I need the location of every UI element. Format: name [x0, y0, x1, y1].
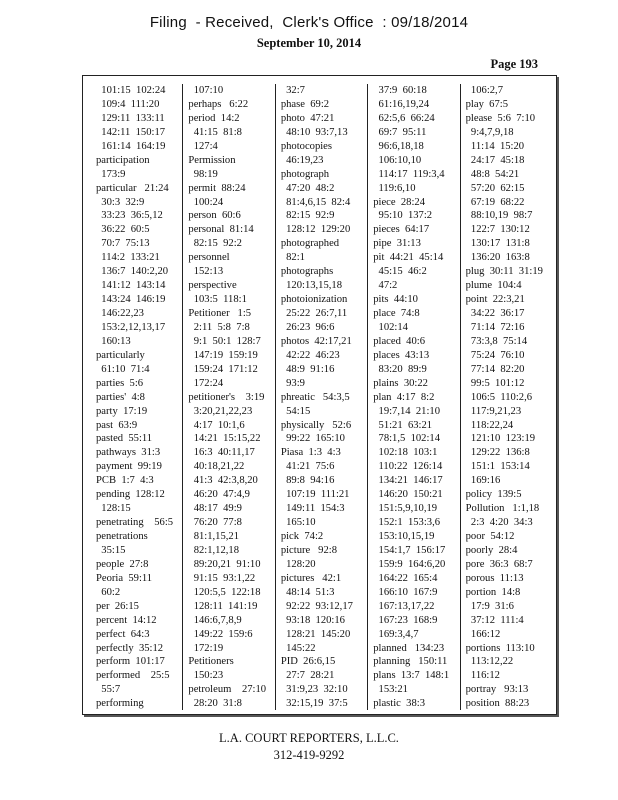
index-line: 73:3,8 75:14 — [465, 335, 528, 347]
index-line: 147:19 159:19 — [188, 349, 258, 361]
index-column — [461, 84, 552, 710]
index-line: 119:6,10 — [373, 182, 416, 194]
index-line: pits 44:10 — [373, 294, 418, 306]
index-line: PID 26:6,15 — [280, 656, 336, 668]
index-line: piece 28:24 — [373, 196, 425, 208]
index-line: pictures 42:1 — [280, 572, 342, 584]
index-line: 91:15 93:1,22 — [188, 572, 256, 584]
index-line: 129:22 136:8 — [465, 447, 530, 459]
index-line: 99:5 101:12 — [465, 377, 525, 389]
index-line: photocopies — [280, 140, 333, 152]
index-line: photoionization — [280, 294, 348, 306]
index-line: planned 134:23 — [373, 642, 445, 654]
index-line: 136:20 163:8 — [465, 252, 530, 264]
index-line: petitioner's 3:19 — [188, 391, 265, 403]
index-line: 101:15 102:24 — [96, 85, 166, 96]
index-line: perfectly 35:12 — [96, 642, 164, 654]
index-line: portray 93:13 — [465, 684, 529, 696]
index-line: 95:10 137:2 — [373, 210, 433, 222]
index-line: 17:9 31:6 — [465, 600, 514, 612]
index-line: 46:20 47:4,9 — [188, 489, 250, 501]
index-line: Petitioner 1:5 — [188, 308, 252, 319]
index-line: plans 13:7 148:1 — [373, 670, 450, 682]
index-line: pore 36:3 68:7 — [465, 558, 533, 570]
index-line: 173:9 — [96, 168, 126, 180]
index-line: participation — [96, 154, 150, 166]
index-line: performed 25:5 — [96, 670, 170, 682]
index-line: physically 52:6 — [280, 419, 352, 431]
index-line: 35:15 — [96, 544, 126, 556]
index-line: 48:10 93:7,13 — [280, 126, 348, 138]
index-columns — [91, 84, 552, 710]
index-line: perfect 64:3 — [96, 628, 150, 640]
index-line: 169:3,4,7 — [373, 628, 419, 640]
index-line: 25:22 26:7,11 — [280, 308, 348, 319]
index-line: 166:12 — [465, 628, 501, 640]
index-line: 48:14 51:3 — [280, 586, 335, 598]
index-line: parties' 4:8 — [96, 391, 145, 403]
index-line: 142:11 150:17 — [96, 126, 166, 138]
index-line: PCB 1:7 4:3 — [96, 475, 154, 487]
index-column — [276, 84, 368, 710]
index-line: 99:22 165:10 — [280, 433, 345, 445]
index-line: period 14:2 — [188, 112, 240, 124]
index-line: 69:7 95:11 — [373, 126, 427, 138]
index-line: 146:6,7,8,9 — [188, 614, 242, 626]
index-line: 77:14 82:20 — [465, 363, 525, 375]
index-line: 167:13,17,22 — [373, 600, 435, 612]
index-line: particularly — [96, 349, 145, 361]
index-line: 31:9,23 32:10 — [280, 684, 348, 696]
index-line: 106:5 110:2,6 — [465, 391, 533, 403]
index-line: 47:20 48:2 — [280, 182, 335, 194]
index-line: 107:10 — [188, 85, 224, 96]
index-column — [91, 84, 183, 710]
index-line: 41:21 75:6 — [280, 461, 335, 473]
index-line: phase 69:2 — [280, 98, 330, 110]
index-line: 93:18 120:16 — [280, 614, 345, 626]
reporter-phone: 312-419-9292 — [273, 748, 345, 762]
index-line: 2:3 4:20 34:3 — [465, 517, 533, 529]
index-frame — [82, 75, 557, 715]
index-line: pipe 31:13 — [373, 238, 421, 250]
index-line: 3:20,21,22,23 — [188, 405, 253, 417]
index-line: 102:14 — [373, 321, 408, 333]
index-line: 76:20 77:8 — [188, 517, 242, 529]
index-line: 92:22 93:12,17 — [280, 600, 353, 612]
index-line: 26:23 96:6 — [280, 321, 335, 333]
index-line: 88:10,19 98:7 — [465, 210, 533, 222]
hearing-date: September 10, 2014 — [256, 36, 362, 50]
index-line: 36:22 60:5 — [96, 224, 150, 236]
index-line: 127:4 — [188, 140, 218, 152]
index-line: plains 30:22 — [373, 377, 428, 389]
index-line: 106:2,7 — [465, 85, 503, 96]
index-line: 153:10,15,19 — [373, 531, 435, 542]
index-line: Piasa 1:3 4:3 — [280, 447, 341, 459]
filing-stamp: Filing - Received, Clerk's Office : 09/18/2014 — [149, 14, 469, 31]
index-line: 2:11 5:8 7:8 — [188, 321, 250, 333]
index-line: particular 21:24 — [96, 182, 169, 194]
index-line: percent 14:12 — [96, 614, 157, 626]
index-line: 81:4,6,15 82:4 — [280, 196, 351, 208]
index-line: 4:17 10:1,6 — [188, 419, 245, 431]
index-line: 24:17 45:18 — [465, 154, 525, 166]
index-line: person 60:6 — [188, 210, 241, 222]
index-line: 103:5 118:1 — [188, 294, 247, 306]
index-line: 116:12 — [465, 670, 500, 682]
index-line: 164:22 165:4 — [373, 572, 438, 584]
index-line: plastic 38:3 — [373, 698, 426, 710]
index-line: 46:19,23 — [280, 154, 324, 166]
index-line: photographed — [280, 238, 340, 250]
index-line: 128:20 — [280, 558, 316, 570]
index-line: porous 11:13 — [465, 572, 524, 584]
index-line: 146:20 150:21 — [373, 489, 443, 501]
index-line: 30:3 32:9 — [96, 196, 145, 208]
index-line: 9:4,7,9,18 — [465, 126, 514, 138]
index-line: 143:24 146:19 — [96, 294, 166, 306]
index-line: portions 113:10 — [465, 642, 535, 654]
index-line: 33:23 36:5,12 — [96, 210, 163, 222]
index-line: 67:19 68:22 — [465, 196, 525, 208]
index-line: 27:7 28:21 — [280, 670, 335, 682]
index-line: 78:1,5 102:14 — [373, 433, 441, 445]
index-line: pending 128:12 — [96, 489, 165, 501]
index-line: placed 40:6 — [373, 335, 425, 347]
index-line: 153:21 — [373, 684, 408, 696]
index-line: performing — [96, 698, 144, 710]
index-column — [368, 84, 460, 710]
index-line: 169:16 — [465, 475, 501, 487]
index-line: 130:17 131:8 — [465, 238, 530, 250]
index-line: people 27:8 — [96, 558, 149, 570]
index-line: 55:7 — [96, 684, 121, 696]
index-line: pasted 55:11 — [96, 433, 153, 445]
index-line: 41:15 81:8 — [188, 126, 242, 138]
index-line: 89:8 94:16 — [280, 475, 335, 487]
index-line: photographs — [280, 266, 334, 278]
index-line: 81:1,15,21 — [188, 531, 240, 542]
index-line: party 17:19 — [96, 405, 148, 417]
index-line: 32:7 — [280, 85, 305, 96]
index-line: penetrations — [96, 531, 148, 542]
index-line: pieces 64:17 — [373, 224, 430, 236]
index-line: past 63:9 — [96, 419, 138, 431]
index-line: 82:15 92:9 — [280, 210, 335, 222]
index-line: 166:10 167:9 — [373, 586, 438, 598]
index-line: personal 81:14 — [188, 224, 254, 236]
index-line: 120:13,15,18 — [280, 280, 343, 292]
index-line: portion 14:8 — [465, 586, 521, 598]
index-line: play 67:5 — [465, 98, 508, 110]
index-line: 45:15 46:2 — [373, 266, 427, 278]
index-line: photograph — [280, 168, 330, 180]
index-line: 28:20 31:8 — [188, 698, 242, 710]
index-line: 98:19 — [188, 168, 218, 180]
index-line: pit 44:21 45:14 — [373, 252, 444, 264]
index-line: 120:5,5 122:18 — [188, 586, 261, 598]
index-line: 82:1,12,18 — [188, 544, 240, 556]
index-line: 107:19 111:21 — [280, 489, 350, 501]
index-line: 167:23 168:9 — [373, 614, 438, 626]
index-line: Permission — [188, 154, 236, 166]
index-line: please 5:6 7:10 — [465, 112, 536, 124]
index-line: 61:16,19,24 — [373, 98, 430, 110]
index-line: 151:5,9,10,19 — [373, 503, 438, 515]
index-line: 41:3 42:3,8,20 — [188, 475, 258, 487]
index-line: 57:20 62:15 — [465, 182, 525, 194]
index-line: 106:10,10 — [373, 154, 422, 166]
index-line: 54:15 — [280, 405, 311, 417]
index-line: plug 30:11 31:19 — [465, 266, 543, 278]
index-line: 129:11 133:11 — [96, 112, 165, 124]
index-line: 61:10 71:4 — [96, 363, 150, 375]
index-line: places 43:13 — [373, 349, 430, 361]
index-line: 141:12 143:14 — [96, 280, 166, 292]
index-line: 121:10 123:19 — [465, 433, 536, 445]
index-line: 150:23 — [188, 670, 224, 682]
index-line: petroleum 27:10 — [188, 684, 267, 696]
index-line: 152:1 153:3,6 — [373, 517, 441, 529]
index-line: 172:19 — [188, 642, 224, 654]
index-line: per 26:15 — [96, 600, 139, 612]
index-line: permit 88:24 — [188, 182, 246, 194]
index-line: 128:11 141:19 — [188, 600, 258, 612]
index-line: photos 42:17,21 — [280, 335, 352, 347]
index-line: 11:14 15:20 — [465, 140, 525, 152]
index-line: policy 139:5 — [465, 489, 522, 501]
index-line: position 88:23 — [465, 698, 530, 710]
index-line: 151:1 153:14 — [465, 461, 530, 473]
index-line: plume 104:4 — [465, 280, 522, 292]
index-line: 149:11 154:3 — [280, 503, 345, 515]
index-line: 83:20 89:9 — [373, 363, 427, 375]
index-line: 51:21 63:21 — [373, 419, 433, 431]
page-number: Page 193 — [490, 57, 538, 71]
index-line: 60:2 — [96, 586, 121, 598]
index-line: 93:9 — [280, 377, 305, 389]
index-line: 117:9,21,23 — [465, 405, 522, 417]
index-line: 128:21 145:20 — [280, 628, 351, 640]
index-line: 159:24 171:12 — [188, 363, 258, 375]
index-line: 89:20,21 91:10 — [188, 558, 261, 570]
index-line: 109:4 111:20 — [96, 98, 160, 110]
index-line: pathways 31:3 — [96, 447, 161, 459]
index-line: 149:22 159:6 — [188, 628, 253, 640]
index-line: Pollution 1:1,18 — [465, 503, 540, 515]
index-line: 136:7 140:2,20 — [96, 266, 169, 278]
index-line: 37:12 111:4 — [465, 614, 524, 626]
index-line: 122:7 130:12 — [465, 224, 530, 236]
index-line: point 22:3,21 — [465, 294, 525, 306]
index-line: 14:21 15:15,22 — [188, 433, 261, 445]
index-line: 152:13 — [188, 266, 224, 278]
index-line: 34:22 36:17 — [465, 308, 525, 319]
index-line: 96:6,18,18 — [373, 140, 424, 152]
index-line: 160:13 — [96, 335, 131, 347]
index-line: place 74:8 — [373, 308, 420, 319]
index-line: 75:24 76:10 — [465, 349, 525, 361]
index-line: 114:2 133:21 — [96, 252, 160, 264]
index-line: 48:17 49:9 — [188, 503, 242, 515]
index-line: 100:24 — [188, 196, 224, 208]
index-line: 40:18,21,22 — [188, 461, 245, 473]
index-line: pick 74:2 — [280, 531, 324, 542]
index-line: 37:9 60:18 — [373, 85, 427, 96]
index-line: 48:8 54:21 — [465, 168, 520, 180]
footer — [0, 730, 618, 764]
index-line: 134:21 146:17 — [373, 475, 443, 487]
index-line: 159:9 164:6,20 — [373, 558, 446, 570]
index-line: 71:14 72:16 — [465, 321, 525, 333]
index-line: personnel — [188, 252, 230, 264]
index-line: 47:2 — [373, 280, 398, 292]
index-line: 128:15 — [96, 503, 131, 515]
index-line: picture 92:8 — [280, 544, 338, 556]
index-line: perspective — [188, 280, 237, 292]
index-line: 32:15,19 37:5 — [280, 698, 348, 710]
index-column — [183, 84, 275, 710]
index-line: planning 150:11 — [373, 656, 448, 668]
index-line: payment 99:19 — [96, 461, 162, 473]
index-line: penetrating 56:5 — [96, 517, 174, 529]
index-line: 70:7 75:13 — [96, 238, 150, 250]
index-line: 154:1,7 156:17 — [373, 544, 446, 556]
index-line: 172:24 — [188, 377, 224, 389]
index-line: 114:17 119:3,4 — [373, 168, 445, 180]
index-line: poor 54:12 — [465, 531, 515, 542]
index-line: 48:9 91:16 — [280, 363, 335, 375]
index-line: 128:12 129:20 — [280, 224, 351, 236]
index-line: Peoria 59:11 — [96, 572, 153, 584]
index-line: 110:22 126:14 — [373, 461, 443, 473]
index-line: 9:1 50:1 128:7 — [188, 335, 261, 347]
index-line: poorly 28:4 — [465, 544, 518, 556]
index-line: 153:2,12,13,17 — [96, 321, 166, 333]
index-line: 102:18 103:1 — [373, 447, 438, 459]
index-line: phreatic 54:3,5 — [280, 391, 350, 403]
index-line: 165:10 — [280, 517, 316, 529]
index-line: perform 101:17 — [96, 656, 165, 668]
index-line: 118:22,24 — [465, 419, 514, 431]
index-line: 82:15 92:2 — [188, 238, 242, 250]
index-line: 146:22,23 — [96, 308, 144, 319]
index-line: 113:12,22 — [465, 656, 514, 668]
index-line: 161:14 164:19 — [96, 140, 166, 152]
index-line: photo 47:21 — [280, 112, 335, 124]
index-line: 62:5,6 66:24 — [373, 112, 435, 124]
index-line: 42:22 46:23 — [280, 349, 340, 361]
index-line: 82:1 — [280, 252, 305, 264]
index-line: 145:22 — [280, 642, 316, 654]
index-line: Petitioners — [188, 656, 234, 668]
index-line: perhaps 6:22 — [188, 98, 249, 110]
index-line: 16:3 40:11,17 — [188, 447, 255, 459]
index-line: 19:7,14 21:10 — [373, 405, 441, 417]
index-line: parties 5:6 — [96, 377, 144, 389]
reporter-company: L.A. COURT REPORTERS, L.L.C. — [219, 731, 399, 745]
index-line: plan 4:17 8:2 — [373, 391, 435, 403]
